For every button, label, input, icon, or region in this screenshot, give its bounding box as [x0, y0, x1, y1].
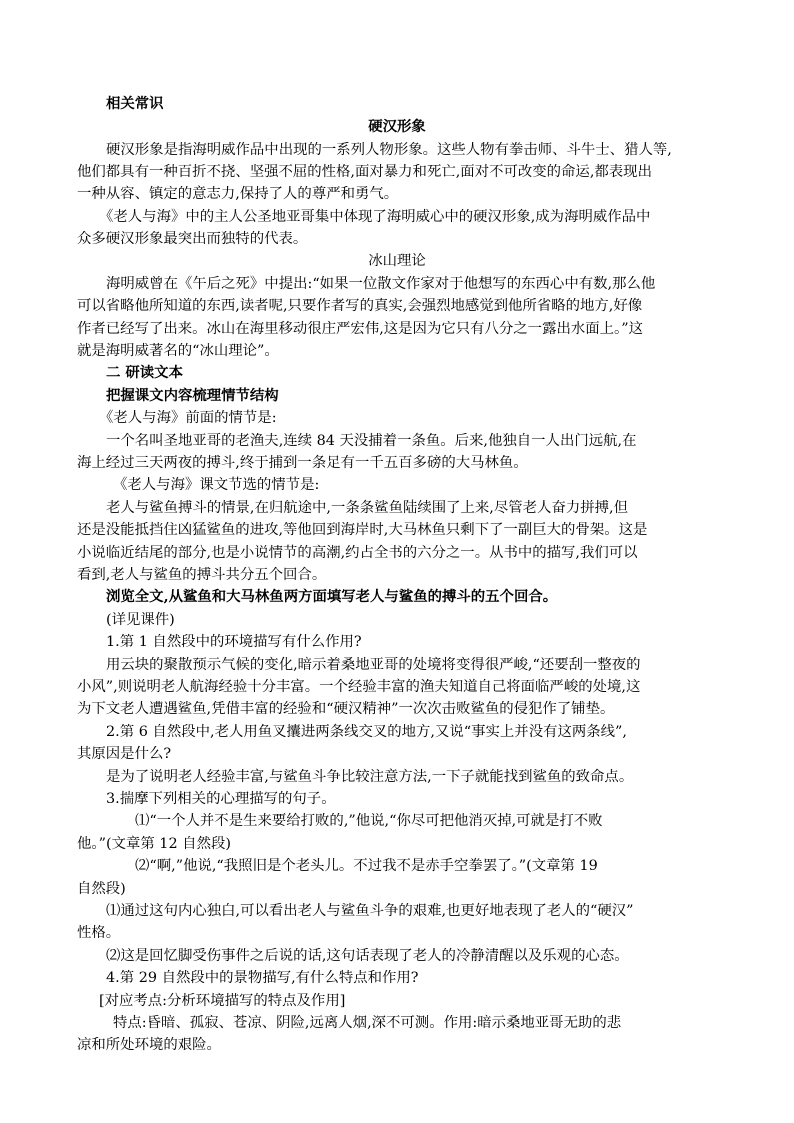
subheading-iceberg-theory: 冰山理论	[368, 253, 426, 269]
question-1: 1.第 1 自然段中的环境描写有什么作用?	[106, 634, 362, 650]
paragraph-line: 海明威曾在《午后之死》中提出:“如果一位散文作家对于他想写的东西心中有数,那么他	[106, 276, 656, 292]
paragraph-line: 《老人与海》前面的情节是:	[99, 410, 277, 426]
paragraph-line: 《老人与海》课文节选的情节是:	[113, 477, 320, 493]
quote-line: ⑴“一个人并不是生来要给打败的,”他说,“你尽可把他消灭掉,可就是打不败	[135, 813, 603, 829]
paragraph-line: ⑵这是回忆脚受伤事件之后说的话,这句话表现了老人的冷静清醒以及乐观的心态。	[106, 948, 629, 964]
section-heading-study-text: 二 研读文本	[106, 364, 183, 381]
paragraph-line: 小风”,则说明老人航海经验十分丰富。一个经验丰富的渔夫知道自己将面临严峻的处境,这	[77, 679, 641, 695]
task-instruction: 浏览全文,从鲨鱼和大马林鱼两方面填写老人与鲨鱼的搏斗的五个回合。	[106, 588, 558, 605]
question-2-continued: 其原因是什么?	[77, 746, 172, 762]
paragraph-line: 老人与鲨鱼搏斗的情景,在归航途中,一条条鲨鱼陆续围了上来,尽管老人奋力拼搏,但	[106, 500, 628, 516]
paragraph-line: (详见课件)	[106, 612, 175, 628]
paragraph-line: 就是海明威著名的“冰山理论”。	[77, 343, 279, 359]
paragraph-line: 还是没能抵挡住凶猛鲨鱼的进攻,等他回到海岸时,大马林鱼只剩下了一副巨大的骨架。这是	[77, 522, 648, 538]
question-2: 2.第 6 自然段中,老人用鱼叉攮进两条线交叉的地方,又说“事实上并没有这两条线”,	[106, 724, 627, 740]
paragraph-line: 小说临近结尾的部分,也是小说情节的高潮,约占全书的六分之一。从书中的描写,我们可以	[77, 545, 638, 561]
paragraph-line: ⑴通过这句内心独白,可以看出老人与鲨鱼斗争的艰难,也更好地表现了老人的“硬汉”	[106, 903, 634, 919]
subheading-tough-guy-image: 硬汉形象	[368, 118, 426, 135]
question-3: 3.揣摩下列相关的心理描写的句子。	[106, 791, 336, 807]
paragraph-line: 他们都具有一种百折不挠、坚强不屈的性格,面对暴力和死亡,面对不可改变的命运,都表现出	[77, 164, 652, 180]
quote-line: ⑵“啊,”他说,“我照旧是个老头儿。不过我不是赤手空拳罢了。”(文章第 19	[135, 858, 598, 874]
quote-line: 他。”(文章第 12 自然段)	[77, 836, 231, 852]
paragraph-line: 海上经过三天两夜的搏斗,终于捕到一条足有一千五百多磅的大马林鱼。	[77, 455, 528, 471]
paragraph-line: 作者已经写了出来。冰山在海里移动很庄严宏伟,这是因为它只有八分之一露出水面上。”这	[77, 321, 643, 337]
quote-line: 自然段)	[77, 881, 126, 897]
paragraph-line: 凉和所处环境的艰险。	[77, 1037, 221, 1053]
paragraph-line: 性格。	[77, 925, 121, 941]
paragraph-line: 《老人与海》中的主人公圣地亚哥集中体现了海明威心中的硬汉形象,成为海明威作品中	[99, 209, 651, 225]
paragraph-line: 众多硬汉形象最突出而独特的代表。	[77, 231, 308, 247]
question-4: 4.第 29 自然段中的景物描写,有什么特点和作用?	[106, 970, 419, 986]
exam-point-note: [对应考点:分析环境描写的特点及作用]	[99, 993, 346, 1009]
paragraph-line: 看到,老人与鲨鱼的搏斗共分五个回合。	[77, 567, 327, 583]
paragraph-line: 特点:昏暗、孤寂、苍凉、阴险,远离人烟,深不可测。作用:暗示桑地亚哥无助的悲	[113, 1015, 622, 1031]
paragraph-line: 是为了说明老人经验丰富,与鲨鱼斗争比较注意方法,一下子就能找到鲨鱼的致命点。	[106, 769, 634, 785]
section-heading-common-knowledge: 相关常识	[106, 95, 164, 112]
paragraph-line: 一种从容、镇定的意志力,保持了人的尊严和勇气。	[77, 186, 399, 202]
paragraph-line: 可以省略他所知道的东西,读者呢,只要作者写的真实,会强烈地感觉到他所省略的地方,好像	[77, 298, 643, 314]
paragraph-line: 硬汉形象是指海明威作品中出现的一系列人物形象。这些人物有拳击师、斗牛士、猎人等,	[106, 142, 672, 158]
subheading-plot-structure: 把握课文内容梳理情节结构	[106, 387, 279, 404]
paragraph-line: 一个名叫圣地亚哥的老渔夫,连续 84 天没捕着一条鱼。后来,他独自一人出门远航,在	[106, 433, 637, 449]
paragraph-line: 用云块的聚散预示气候的变化,暗示着桑地亚哥的处境将变得很严峻,“还要刮一整夜的	[106, 657, 641, 673]
paragraph-line: 为下文老人遭遇鲨鱼,凭借丰富的经验和“硬汉精神”一次次击败鲨鱼的侵犯作了铺垫。	[77, 701, 615, 717]
